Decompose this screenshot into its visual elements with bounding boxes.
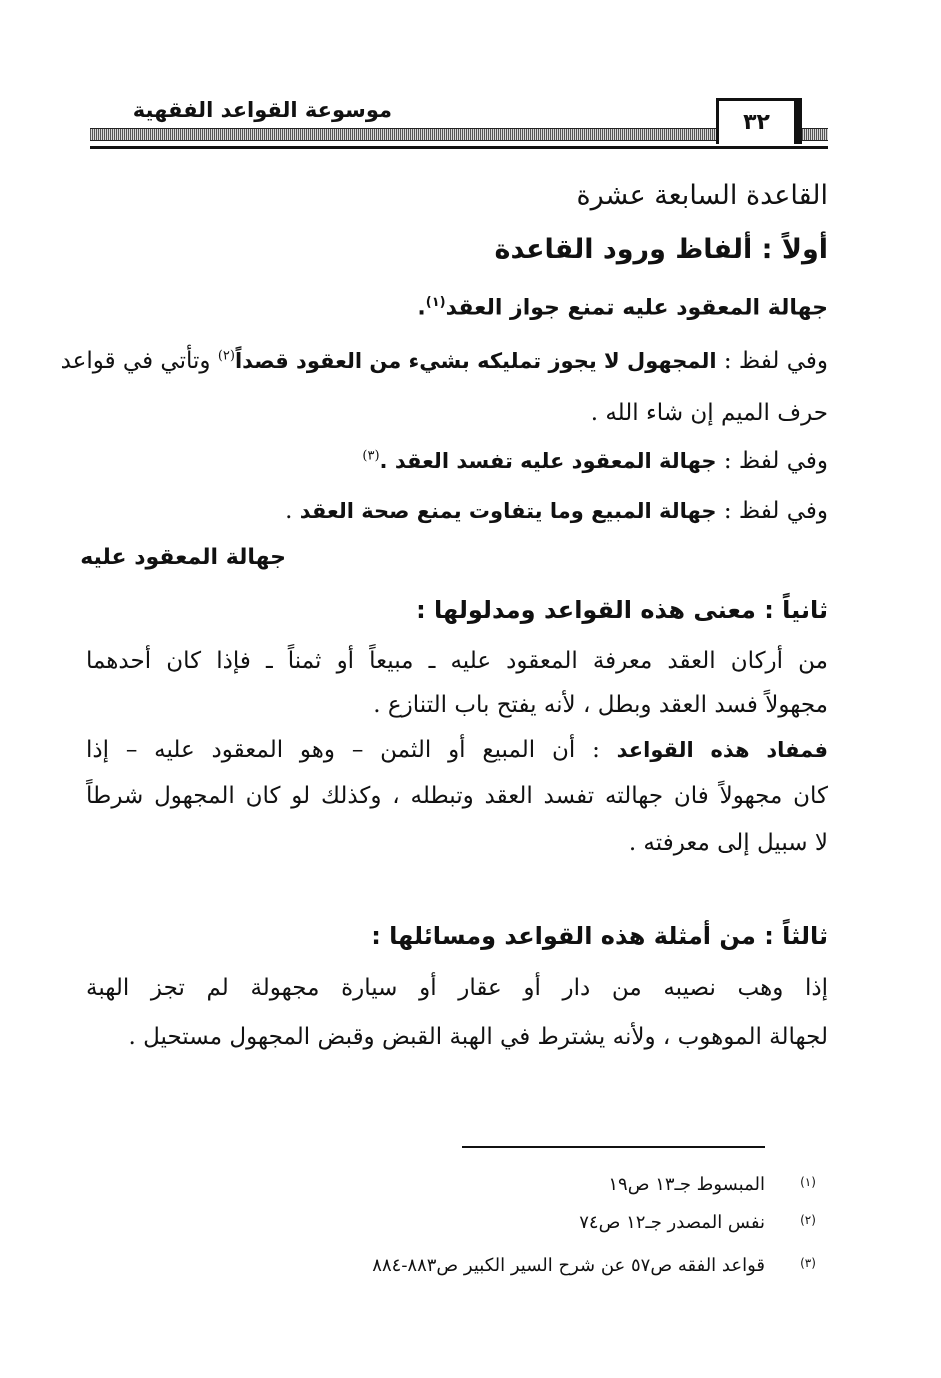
- paragraph2-line2: كان مجهولاً فان جهالته تفسد العقد وتبطله ، وكذلك لو كان المجهول شرطاً: [86, 783, 828, 809]
- paragraph2-lead: فمفاد هذه القواعد: [616, 738, 828, 762]
- paragraph3-line1: إذا وهب نصيبه من دار أو عقار أو سيارة مجهولة لم تجز الهبة: [86, 975, 828, 1001]
- header-rule: [90, 146, 828, 149]
- rule-wording-1: [86, 295, 828, 320]
- paragraph1-line1: من أركان العقد معرفة المعقود عليه ـ مبيعاً أو ثمناً ـ فإذا كان أحدهما: [86, 648, 828, 674]
- footnote-number: (١): [800, 1175, 816, 1189]
- rule-wording-4-bold: جهالة المبيع وما يتفاوت يمنع صحة العقد: [299, 499, 717, 523]
- rule-wording-2-continued: حرف الميم إن شاء الله .: [590, 400, 828, 426]
- paragraph2-line1: [86, 737, 828, 763]
- footnote-text: نفس المصدر جـ١٢ ص٧٤: [579, 1212, 765, 1233]
- rule-wording-3-bold: جهالة المعقود عليه تفسد العقد .: [379, 449, 717, 473]
- paragraph2-line1-rest: : أن المبيع أو الثمن – وهو المعقود عليه – إذا: [86, 737, 617, 763]
- rule-title: القاعدة السابعة عشرة: [576, 180, 828, 211]
- footnote-ref-2: (٢): [217, 348, 235, 364]
- footnote-number: (٢): [800, 1213, 816, 1227]
- page-number-box: [716, 98, 802, 144]
- footnote-text: المبسوط جـ١٣ ص١٩: [608, 1174, 765, 1195]
- rule-wording-2-bold: المجهول لا يجوز تمليكه بشيء من العقود قصداً: [234, 349, 717, 373]
- paragraph1-line2: مجهولاً فسد العقد وبطل ، لأنه يفتح باب التنازع .: [373, 692, 828, 718]
- section1-heading: أولاً : ألفاظ ورود القاعدة: [494, 234, 828, 265]
- footnote-number: (٣): [800, 1256, 816, 1270]
- section2-heading: ثانياً : معنى هذه القواعد ومدلولها :: [416, 596, 828, 624]
- rule-wording-3-prefix: وفي لفظ :: [716, 448, 828, 474]
- subheading: جهالة المعقود عليه: [80, 545, 286, 570]
- rule-wording-1-end: .: [417, 295, 426, 321]
- section3-heading: ثالثاً : من أمثلة هذه القواعد ومسائلها :: [371, 922, 828, 950]
- footnote-ref-3: (٣): [362, 448, 380, 464]
- rule-wording-4-end: .: [285, 498, 300, 524]
- rule-wording-2-prefix: وفي لفظ :: [716, 348, 828, 374]
- running-header-title: موسوعة القواعد الفقهية: [132, 98, 392, 122]
- footnote-separator: [462, 1146, 765, 1148]
- rule-wording-4: [86, 498, 828, 524]
- page-number: ٣٢: [743, 110, 770, 135]
- footnote-text: قواعد الفقه ص٥٧ عن شرح السير الكبير ص٨٨٣-٨٨٤: [372, 1255, 765, 1276]
- rule-wording-2-suffix: وتأتي في قواعد: [60, 348, 218, 374]
- rule-wording-3: [86, 448, 828, 474]
- rule-wording-2: [60, 348, 828, 374]
- rule-wording-4-prefix: وفي لفظ :: [716, 498, 828, 524]
- paragraph2-line3: لا سبيل إلى معرفته .: [628, 830, 828, 856]
- footnote-ref-1: (١): [425, 295, 446, 310]
- paragraph3-line2: لجهالة الموهوب ، ولأنه يشترط في الهبة القبض وقبض المجهول مستحيل .: [128, 1024, 828, 1050]
- rule-wording-1-text: جهالة المعقود عليه تمنع جواز العقد: [445, 295, 828, 321]
